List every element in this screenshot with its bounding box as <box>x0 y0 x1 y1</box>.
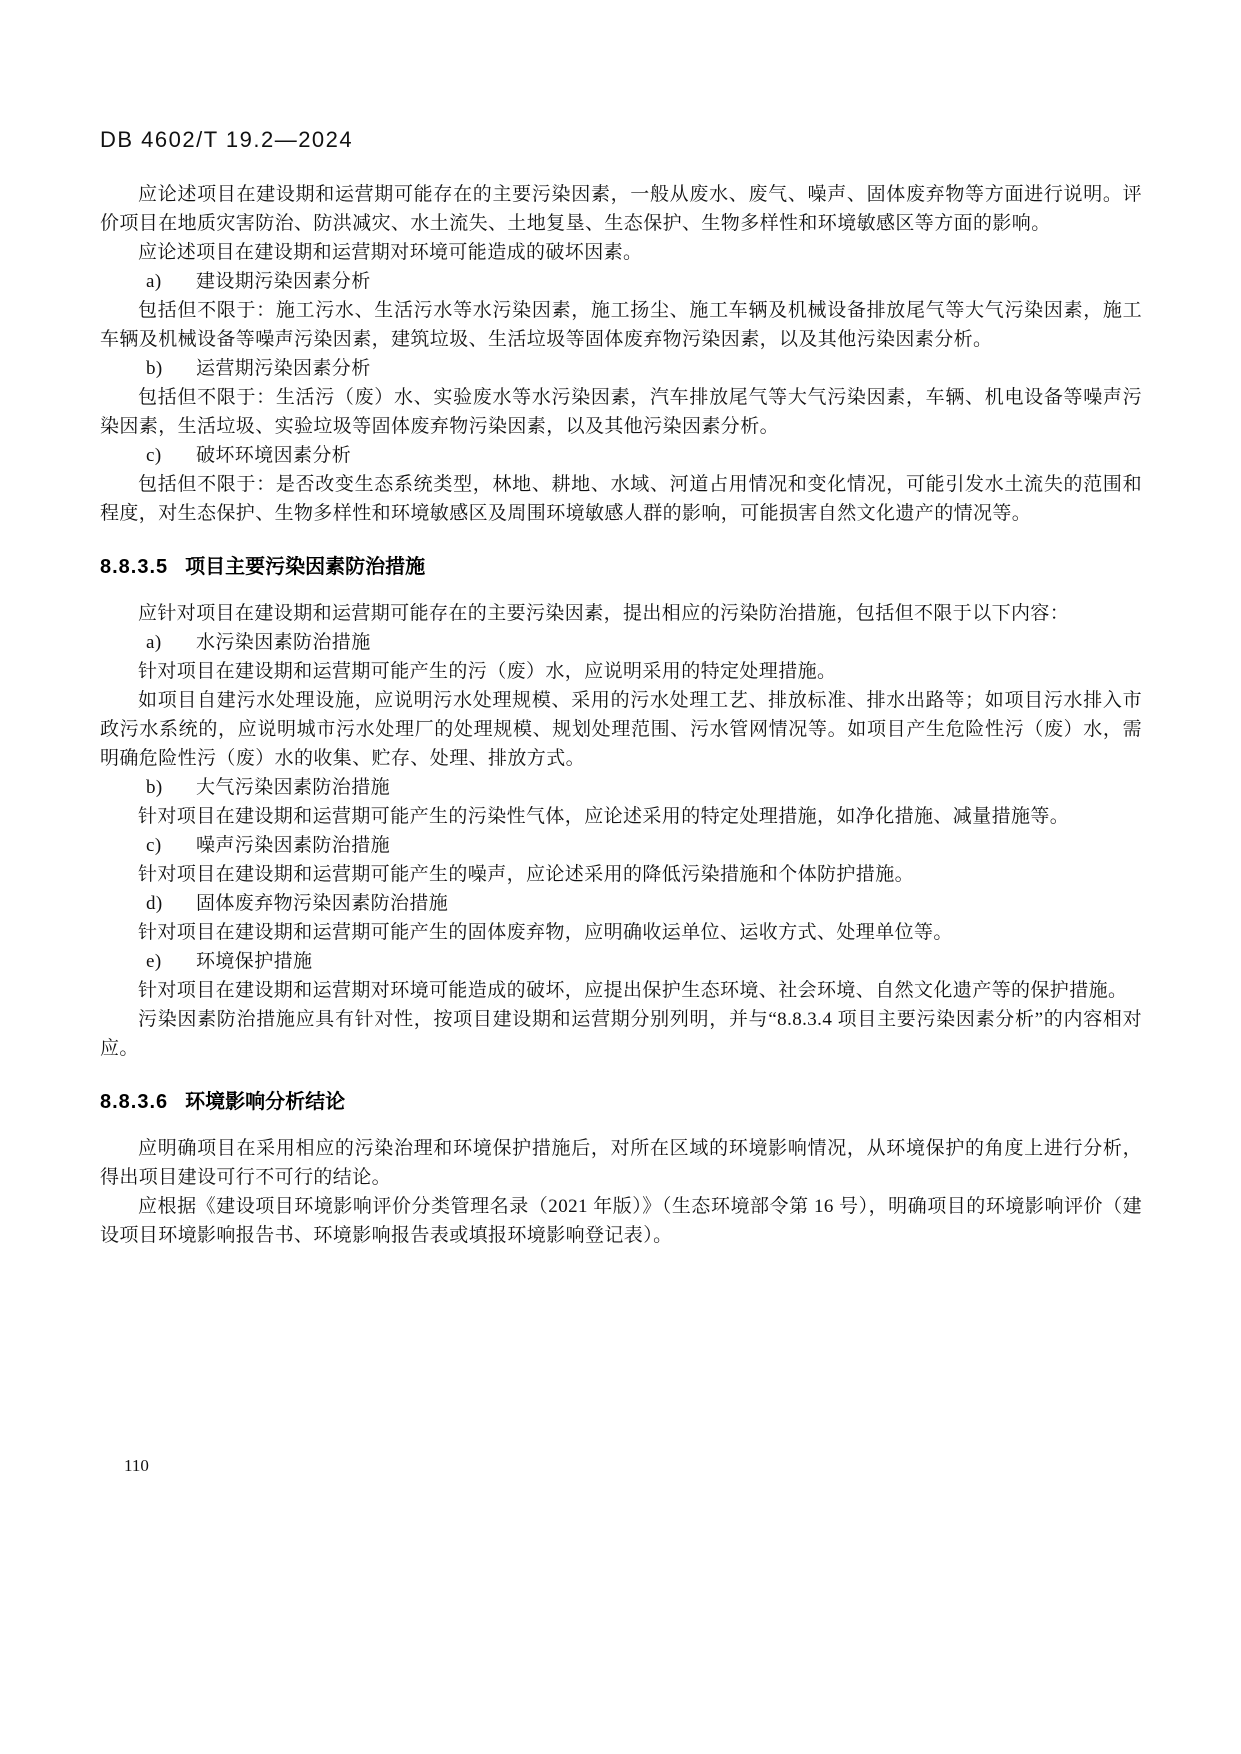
list-item <box>100 628 1142 657</box>
list-item-label: d) <box>146 893 163 914</box>
page-number: 110 <box>124 1456 149 1475</box>
paragraph: 应明确项目在采用相应的污染治理和环境保护措施后，对所在区域的环境影响情况，从环境保护的角度上进行分析，得出项目建设可行不可行的结论。 <box>100 1138 1142 1188</box>
paragraph: 针对项目在建设期和运营期可能产生的固体废弃物，应明确收运单位、运收方式、处理单位等。 <box>138 922 953 943</box>
list-item-text: 破坏环境因素分析 <box>196 445 352 466</box>
list-item-text: 噪声污染因素防治措施 <box>196 835 391 856</box>
list-item <box>100 441 1142 470</box>
list-item-label: c) <box>146 835 162 856</box>
paragraph: 污染因素防治措施应具有针对性，按项目建设期和运营期分别列明，并与“8.8.3.4 项目主要污染因素分析”的内容相对应。 <box>100 1009 1142 1059</box>
list-item-label: b) <box>146 358 163 379</box>
paragraph: 应针对项目在建设期和运营期可能存在的主要污染因素，提出相应的污染防治措施，包括但不限于以下内容： <box>138 603 1070 624</box>
list-item <box>100 354 1142 383</box>
paragraph: 针对项目在建设期和运营期可能产生的噪声，应论述采用的降低污染措施和个体防护措施。 <box>138 864 915 885</box>
list-item-text: 运营期污染因素分析 <box>196 358 371 379</box>
paragraph: 针对项目在建设期和运营期可能产生的污染性气体，应论述采用的特定处理措施，如净化措施、减量措施等。 <box>138 806 1070 827</box>
section-title: 环境影响分析结论 <box>185 1091 346 1113</box>
paragraph: 应根据《建设项目环境影响评价分类管理名录（2021 年版）》（生态环境部令第 16 号），明确项目的环境影响评价（建设项目环境影响报告书、环境影响报告表或填报环境影响登记表）。 <box>100 1196 1142 1246</box>
document-code: DB 4602/T 19.2—2024 <box>100 127 354 152</box>
paragraph: 包括但不限于：是否改变生态系统类型，林地、耕地、水域、河道占用情况和变化情况，可能引发水土流失的范围和程度，对生态保护、生物多样性和环境敏感区及周围环境敏感人群的影响，可能损害自然文化遗产的情况等。 <box>100 474 1142 524</box>
paragraph: 如项目自建污水处理设施，应说明污水处理规模、采用的污水处理工艺、排放标准、排水出路等；如项目污水排入市政污水系统的，应说明城市污水处理厂的处理规模、规划处理范围、污水管网情况等。如项目产生危险性污（废）水，需明确危险性污（废）水的收集、贮存、处理、排放方式。 <box>100 690 1142 769</box>
list-item-text: 环境保护措施 <box>196 951 313 972</box>
list-item-text: 大气污染因素防治措施 <box>196 777 391 798</box>
list-item-text: 水污染因素防治措施 <box>196 632 371 653</box>
list-item <box>100 947 1142 976</box>
list-item <box>100 267 1142 296</box>
section-heading <box>100 553 1142 582</box>
paragraph: 包括但不限于：生活污（废）水、实验废水等水污染因素，汽车排放尾气等大气污染因素，车辆、机电设备等噪声污染因素，生活垃圾、实验垃圾等固体废弃物污染因素，以及其他污染因素分析。 <box>100 387 1142 437</box>
section-number: 8.8.3.6 <box>100 1091 169 1113</box>
paragraph: 包括但不限于：施工污水、生活污水等水污染因素，施工扬尘、施工车辆及机械设备排放尾气等大气污染因素，施工车辆及机械设备等噪声污染因素，建筑垃圾、生活垃圾等固体废弃物污染因素，以及其他污染因素分析。 <box>100 300 1142 350</box>
list-item-label: c) <box>146 445 162 466</box>
list-item-text: 建设期污染因素分析 <box>196 271 371 292</box>
list-item-text: 固体废弃物污染因素防治措施 <box>196 893 449 914</box>
list-item <box>100 889 1142 918</box>
paragraph: 应论述项目在建设期和运营期对环境可能造成的破坏因素。 <box>138 242 643 263</box>
list-item-label: a) <box>146 632 162 653</box>
paragraph: 针对项目在建设期和运营期对环境可能造成的破坏，应提出保护生态环境、社会环境、自然文化遗产等的保护措施。 <box>138 980 1128 1001</box>
section-number: 8.8.3.5 <box>100 556 169 578</box>
paragraph: 针对项目在建设期和运营期可能产生的污（废）水，应说明采用的特定处理措施。 <box>138 661 837 682</box>
list-item-label: a) <box>146 271 162 292</box>
document-body <box>100 180 1142 1250</box>
paragraph: 应论述项目在建设期和运营期可能存在的主要污染因素，一般从废水、废气、噪声、固体废弃物等方面进行说明。评价项目在地质灾害防治、防洪减灾、水土流失、土地复垦、生态保护、生物多样性和环境敏感区等方面的影响。 <box>100 184 1142 234</box>
list-item <box>100 831 1142 860</box>
section-heading <box>100 1088 1142 1117</box>
list-item <box>100 773 1142 802</box>
section-title: 项目主要污染因素防治措施 <box>185 556 426 578</box>
list-item-label: e) <box>146 951 162 972</box>
list-item-label: b) <box>146 777 163 798</box>
